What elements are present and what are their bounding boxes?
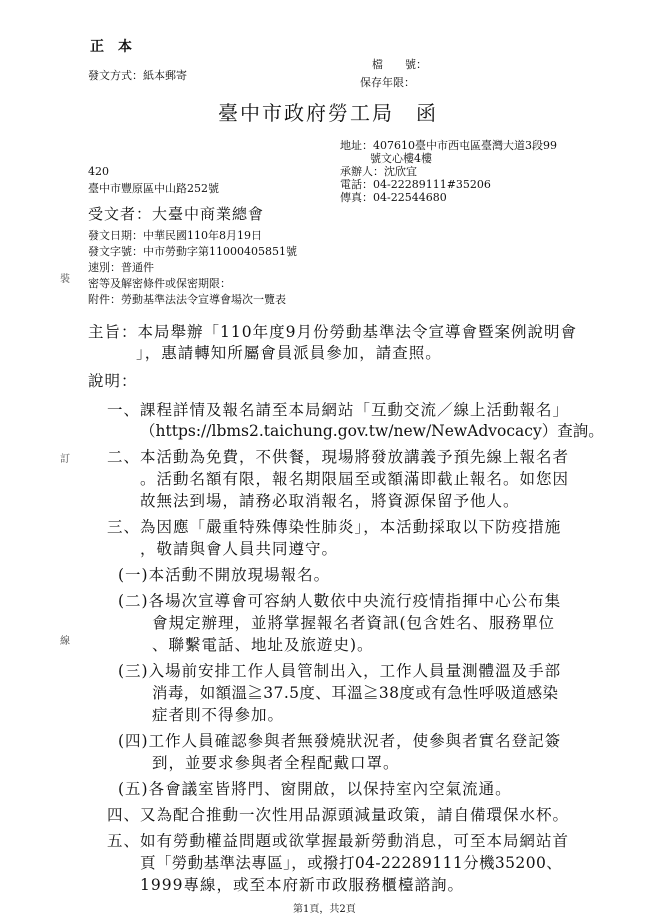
- item3-line1: 三、為因應「嚴重特殊傳染性肺炎」，本活動採取以下防疫措施: [107, 518, 562, 536]
- item1-line1: 一、課程詳情及報名請至本局網站「互動交流／線上活動報名」: [107, 401, 570, 419]
- sub-item4-line1: (四)工作人員確認參與者無發燒狀況者，使參與者實名登記簽: [118, 732, 562, 750]
- item4-line1: 四、又為配合推動一次性用品源頭減量政策，請自備環保水杯。: [107, 806, 570, 824]
- recipient-street: 臺中市豐原區中山路252號: [88, 182, 219, 195]
- sender-address-line2: 號文心樓4樓: [370, 152, 432, 165]
- sender-fax: 傳真：04-22544680: [340, 191, 447, 204]
- sub-item2-line1: (二)各場次宣導會可容納人數依中央流行疫情指揮中心公布集: [118, 592, 562, 610]
- item5-line3: 1999專線，或至本府新市政服務櫃檯諮詢。: [140, 876, 464, 894]
- attachment: 附件：勞動基準法法令宣導會場次一覽表: [88, 293, 286, 306]
- item2-line2: 。活動名額有限，報名期限屆至或額滿即截止報名。如您因: [140, 470, 570, 488]
- item3-line2: ，敬請與會人員共同遵守。: [140, 540, 339, 558]
- sub-item2-line2: 會規定辦理，並將掌握報名者資訊(包含姓名、服務單位: [152, 614, 556, 632]
- explanation-label: 說明：: [88, 372, 138, 390]
- sub-item3-line1: (三)入場前安排工作人員管制出入，工作人員量測體溫及手部: [118, 662, 562, 680]
- document-number: 發文字號：中市勞動字第11000405851號: [88, 245, 297, 258]
- item2-line3: 故無法到場，請務必取消報名，將資源保留予他人。: [140, 492, 520, 510]
- file-number-label: 檔 號：: [372, 58, 427, 71]
- page-footer: 第1頁，共2頁: [293, 904, 356, 915]
- sender-phone: 電話：04-22289111#35206: [340, 178, 491, 191]
- sub-item3-line3: 症者則不得參加。: [152, 706, 285, 724]
- binding-mark-top: 裝: [60, 274, 70, 285]
- subject-line2: 」，惠請轉知所屬會員派員參加，請查照。: [136, 344, 442, 362]
- sub-item3-line2: 消毒，如額溫≧37.5度、耳溫≧38度或有急性呼吸道感染: [152, 684, 559, 702]
- recipient: 受文者：大臺中商業總會: [88, 205, 265, 223]
- sub-item4-line2: 到，並要求參與者全程配戴口罩。: [152, 754, 400, 772]
- binding-mark-middle: 訂: [60, 454, 70, 465]
- retention-label: 保存年限：: [360, 76, 415, 89]
- subject-line1: 主旨：本局舉辦「110年度9月份勞動基準法令宣導會暨案例說明會: [88, 323, 577, 341]
- sub-item5-line1: (五)各會議室皆將門、窗開啟，以保持室內空氣流通。: [118, 780, 512, 798]
- item5-line1: 五、如有勞動權益問題或欲掌握最新勞動消息，可至本局網站首: [107, 832, 570, 850]
- copy-mark: 正 本: [90, 39, 132, 55]
- sub-item2-line3: 、聯繫電話、地址及旅遊史)。: [152, 636, 374, 654]
- speed-class: 速別：普通件: [88, 261, 154, 274]
- sender-contact: 承辦人：沈欣宜: [340, 165, 417, 178]
- document-title: 臺中市政府勞工局 函: [218, 101, 438, 125]
- sender-address-line1: 地址：407610臺中市西屯區臺灣大道3段99: [340, 139, 557, 152]
- secrecy-level: 密等及解密條件或保密期限：: [88, 277, 231, 290]
- binding-mark-bottom: 線: [60, 636, 70, 647]
- item5-line2: 頁「勞動基準法專區」，或撥打04-22289111分機35200、: [140, 854, 563, 872]
- item2-line1: 二、本活動為免費，不供餐，現場將發放講義予預先線上報名者: [107, 448, 570, 466]
- sub-item1-line1: (一)本活動不開放現場報名。: [118, 566, 331, 584]
- item1-line2: （https://lbms2.taichung.gov.tw/new/NewAdvocacy）查詢。: [140, 422, 604, 440]
- issue-date: 發文日期：中華民國110年8月19日: [88, 229, 262, 242]
- recipient-postal-code: 420: [88, 165, 109, 178]
- delivery-method: 發文方式：紙本郵寄: [88, 69, 187, 82]
